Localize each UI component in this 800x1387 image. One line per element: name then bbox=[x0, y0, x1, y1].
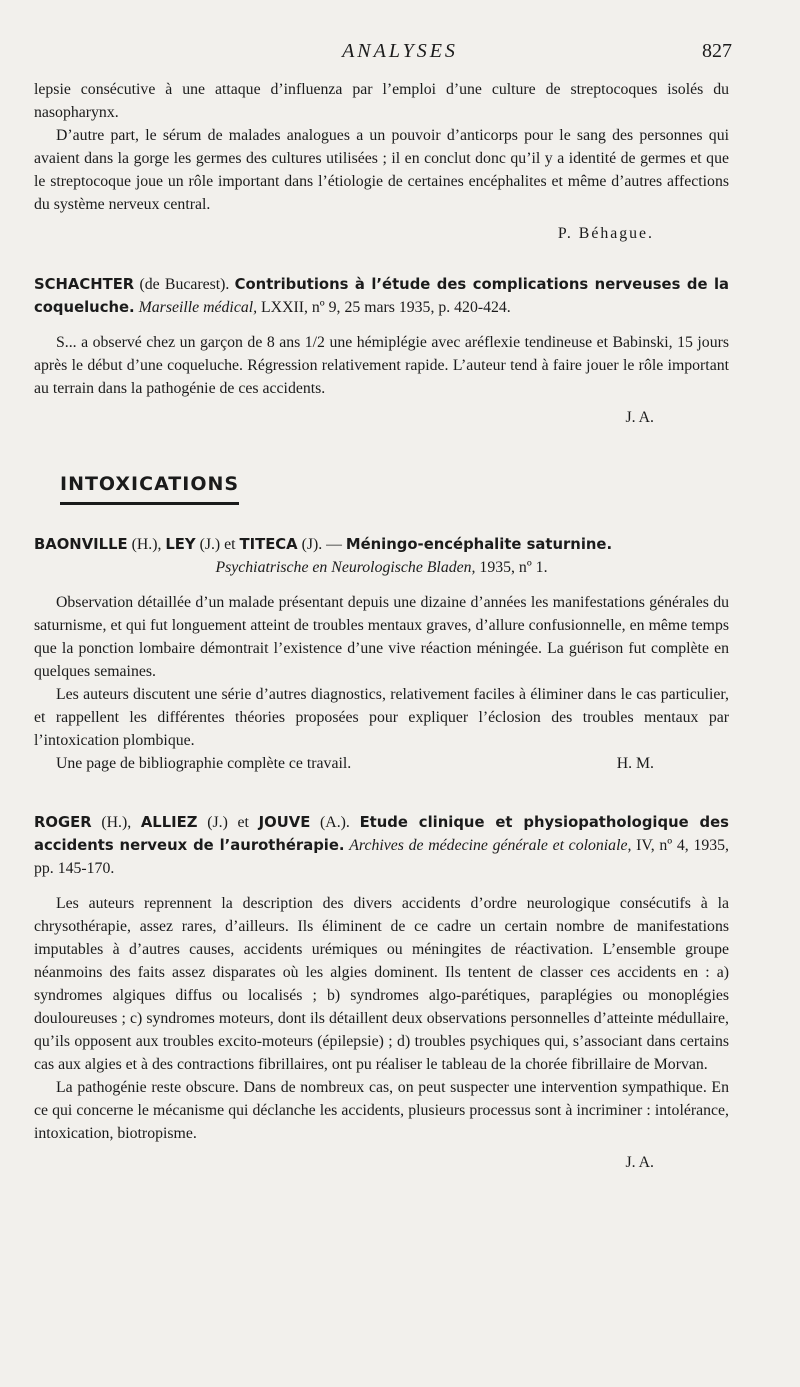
entry-roger bbox=[34, 811, 729, 1174]
entry-heading bbox=[34, 811, 729, 880]
abstract-paragraph: Observation détaillée d’un malade présentant depuis une dizaine d’années les manifestations générales du saturnisme, et qui fut longuement atteint de troubles mentaux graves, d’allure confusionnelle, en même temps que la ponction lombaire démontrait l’existence d’une vive réaction méningée. La guérison fut complète en quelques semaines. bbox=[34, 594, 729, 680]
abstract-signature: H. M. bbox=[616, 755, 654, 772]
author-affiliation: (de Bucarest). bbox=[134, 276, 235, 293]
author-initials: (J.) et bbox=[197, 814, 259, 831]
abstract-paragraph: Les auteurs discutent une série d’autres diagnostics, relativement faciles à éliminer dans le cas particulier, et rappellent les différentes théories proposées pour expliquer l’éclosion des troubles mentaux par l’intoxication plombique. bbox=[34, 686, 729, 749]
abstract-paragraph: S... a observé chez un garçon de 8 ans 1/2 une hémiplégie avec aréflexie tendineuse et Babinski, 15 jours après le début d’une coqueluche. Régression relativement rapide. L’auteur tend à faire jouer le rôle important au terrain dans la pathogénie de ces accidents. bbox=[34, 334, 729, 397]
abstract-paragraph bbox=[34, 752, 729, 775]
author-name: TITECA bbox=[239, 536, 298, 553]
intro-signature: P. Béhague. bbox=[557, 225, 654, 242]
author-name: ROGER bbox=[34, 814, 92, 831]
author-initials: (J.) et bbox=[195, 536, 240, 553]
author-initials: (J). — bbox=[297, 536, 346, 553]
author-name: JOUVE bbox=[258, 814, 311, 831]
abstract-signature: J. A. bbox=[625, 1154, 654, 1171]
journal-reference: LXXII, nº 9, 25 mars 1935, p. 420-424. bbox=[257, 299, 511, 316]
journal-name: Marseille médical, bbox=[138, 299, 258, 316]
article-body bbox=[34, 78, 729, 1174]
author-initials: (H.), bbox=[127, 536, 166, 553]
page-header bbox=[0, 40, 800, 70]
entry-schachter bbox=[34, 273, 729, 429]
intro-paragraph-1: lepsie consécutive à une attaque d’influenza par l’emploi d’une culture de streptocoques isolés du nasopharynx. bbox=[34, 81, 729, 121]
entry-title: Méningo-encéphalite saturnine. bbox=[345, 536, 613, 553]
section-heading: INTOXICATIONS bbox=[60, 473, 239, 505]
author-name: SCHACHTER bbox=[34, 276, 135, 293]
abstract-paragraph: La pathogénie reste obscure. Dans de nombreux cas, on peut suspecter une intervention sympathique. En ce qui concerne le mécanisme qui déclanche les accidents, plusieurs processus sont à incriminer : intolérance, intoxication, biotropisme. bbox=[34, 1079, 729, 1142]
entry-heading bbox=[34, 273, 729, 319]
author-initials: (H.), bbox=[91, 814, 141, 831]
abstract-paragraph: Les auteurs reprennent la description des divers accidents d’ordre neurologique consécutifs à la chrysothérapie, assez rares, d’ailleurs. Ils éliminent de ce cadre un certain nombre de manifestations imputables à d’autres causes, accidents urémiques ou méningites de réactivation. L’ensemble groupe néanmoins des faits assez disparates où les algies dominent. Ils tentent de classer ces accidents en : a) syndromes algiques diffus ou localisés ; b) syndromes algo-parétiques, paraplégies ou monoplégies douloureuses ; c) syndromes moteurs, dont ils détaillent deux observations personnelles d’atteinte médullaire, qu’ils opposent aux troubles excito-moteurs (épilepsie) ; d) troubles psychiques qui, s’associant dans certains cas aux algies et à des contractions fibrillaires, ont pu réaliser le tableau de la chorée fibrillaire de Morvan. bbox=[34, 895, 729, 1073]
intro-paragraph-2: D’autre part, le sérum de malades analogues a un pouvoir d’anticorps pour le sang des personnes qui avaient dans la gorge les germes des cultures utilisées ; il en conclut donc qu’il y a identité de germes et que le streptocoque joue un rôle important dans l’étiologie de certaines encéphalites et même d’autres affections du système nerveux central. bbox=[34, 127, 729, 213]
page-number: 827 bbox=[702, 40, 732, 62]
abstract-signature: J. A. bbox=[625, 409, 654, 426]
entry-title: Etude clinique et physiopathologique des accidents nerveux de l’aurothérapie. bbox=[34, 814, 729, 854]
entry-heading bbox=[34, 533, 729, 556]
journal-name: Psychiatrische en Neurologische Bladen, bbox=[215, 559, 476, 576]
abstract-text: Une page de bibliographie complète ce travail. bbox=[56, 755, 352, 772]
journal-reference: 1935, nº 1. bbox=[475, 559, 548, 576]
entry-title: Contributions à l’étude des complications nerveuses de la coqueluche. bbox=[34, 276, 730, 316]
journal-name: Archives de médecine générale et coloniale, bbox=[349, 837, 632, 854]
author-initials: (A.). bbox=[310, 814, 360, 831]
author-name: BAONVILLE bbox=[34, 536, 128, 553]
running-title: ANALYSES bbox=[342, 40, 458, 62]
entry-baonville bbox=[34, 533, 729, 775]
author-name: LEY bbox=[165, 536, 196, 553]
journal-reference: IV, nº 4, 1935, pp. 145-170. bbox=[34, 837, 730, 877]
author-name: ALLIEZ bbox=[140, 814, 198, 831]
journal-line bbox=[34, 556, 729, 579]
